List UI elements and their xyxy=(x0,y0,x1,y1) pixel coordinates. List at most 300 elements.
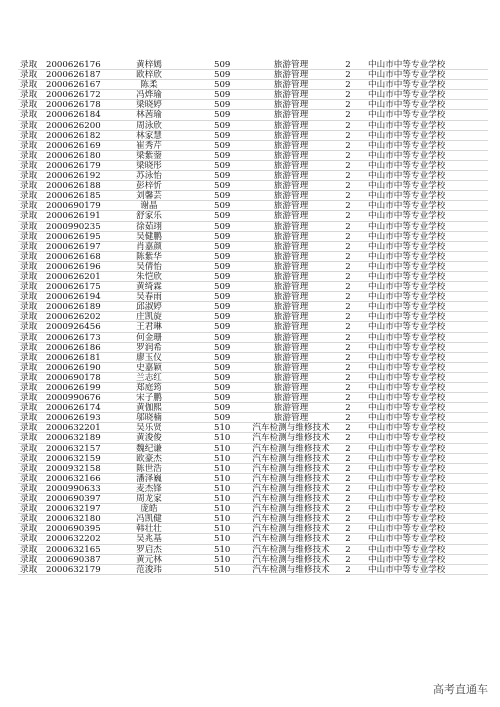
years-cell: 2 xyxy=(345,423,351,434)
status-cell: 录取 xyxy=(20,302,38,313)
table-row xyxy=(18,90,488,100)
code-cell: 509 xyxy=(214,80,231,91)
major-cell: 旅游管理 xyxy=(273,332,309,343)
status-cell: 录取 xyxy=(20,534,38,545)
status-cell: 录取 xyxy=(20,383,38,393)
years-cell: 2 xyxy=(345,90,351,101)
table-row xyxy=(18,312,488,322)
name-cell: 麦杰锋 xyxy=(136,483,162,494)
id-cell: 2000626193 xyxy=(46,413,101,424)
table-row xyxy=(18,484,488,494)
school-cell: 中山市中等专业学校 xyxy=(368,130,446,141)
status-cell: 录取 xyxy=(20,160,38,171)
school-cell: 中山市中等专业学校 xyxy=(368,80,446,91)
major-cell: 旅游管理 xyxy=(273,160,309,171)
years-cell: 2 xyxy=(345,524,351,535)
id-cell: 2000690179 xyxy=(46,201,101,212)
table-row xyxy=(18,282,488,292)
major-cell: 汽车检测与维修技术 xyxy=(252,433,330,444)
id-cell: 2000626189 xyxy=(46,302,101,313)
years-cell: 2 xyxy=(345,110,351,121)
status-cell: 录取 xyxy=(20,171,38,182)
table-row xyxy=(18,262,488,272)
status-cell: 录取 xyxy=(20,483,38,494)
years-cell: 2 xyxy=(345,271,351,282)
table-row xyxy=(18,191,488,201)
major-cell: 旅游管理 xyxy=(273,322,309,333)
code-cell: 510 xyxy=(214,433,231,444)
id-cell: 2000632180 xyxy=(46,514,101,525)
id-cell: 2000626168 xyxy=(46,251,101,262)
id-cell: 2000626173 xyxy=(46,332,101,343)
id-cell: 2000626181 xyxy=(46,352,101,363)
code-cell: 509 xyxy=(214,181,231,192)
name-cell: 魏纪谦 xyxy=(136,443,162,454)
id-cell: 2000690395 xyxy=(46,524,101,535)
status-cell: 录取 xyxy=(20,524,38,535)
code-cell: 509 xyxy=(214,372,231,383)
table-row xyxy=(18,171,488,181)
table-row xyxy=(18,565,488,575)
major-cell: 汽车检测与维修技术 xyxy=(252,423,330,434)
school-cell: 中山市中等专业学校 xyxy=(368,140,446,151)
id-cell: 2000626185 xyxy=(46,191,101,202)
years-cell: 2 xyxy=(345,251,351,262)
years-cell: 2 xyxy=(345,140,351,151)
status-cell: 录取 xyxy=(20,433,38,444)
major-cell: 汽车检测与维修技术 xyxy=(252,463,330,474)
school-cell: 中山市中等专业学校 xyxy=(368,443,446,454)
status-cell: 录取 xyxy=(20,322,38,333)
name-cell: 梁晓婷 xyxy=(136,100,162,111)
school-cell: 中山市中等专业学校 xyxy=(368,292,446,303)
name-cell: 王君琳 xyxy=(136,322,162,333)
id-cell: 2000626184 xyxy=(46,110,101,121)
id-cell: 2000626202 xyxy=(46,312,101,323)
status-cell: 录取 xyxy=(20,110,38,121)
school-cell: 中山市中等专业学校 xyxy=(368,231,446,242)
school-cell: 中山市中等专业学校 xyxy=(368,473,446,484)
table-row xyxy=(18,413,488,423)
major-cell: 旅游管理 xyxy=(273,383,309,393)
years-cell: 2 xyxy=(345,261,351,272)
code-cell: 509 xyxy=(214,120,231,131)
name-cell: 崔秀芹 xyxy=(136,140,162,151)
code-cell: 510 xyxy=(214,443,231,454)
years-cell: 2 xyxy=(345,514,351,525)
code-cell: 509 xyxy=(214,292,231,303)
status-cell: 录取 xyxy=(20,201,38,212)
name-cell: 林家慧 xyxy=(136,130,162,141)
years-cell: 2 xyxy=(345,504,351,515)
code-cell: 509 xyxy=(214,160,231,171)
table-row xyxy=(18,393,488,403)
code-cell: 509 xyxy=(214,110,231,121)
table-row xyxy=(18,141,488,151)
major-cell: 旅游管理 xyxy=(273,90,309,101)
id-cell: 2000632165 xyxy=(46,544,101,555)
school-cell: 中山市中等专业学校 xyxy=(368,383,446,393)
school-cell: 中山市中等专业学校 xyxy=(368,181,446,192)
school-cell: 中山市中等专业学校 xyxy=(368,403,446,414)
table-row xyxy=(18,252,488,262)
name-cell: 吴倩怡 xyxy=(136,261,162,272)
code-cell: 509 xyxy=(214,322,231,333)
table-row xyxy=(18,100,488,110)
code-cell: 509 xyxy=(214,221,231,232)
school-cell: 中山市中等专业学校 xyxy=(368,201,446,212)
code-cell: 509 xyxy=(214,100,231,111)
major-cell: 旅游管理 xyxy=(273,181,309,192)
school-cell: 中山市中等专业学校 xyxy=(368,282,446,293)
code-cell: 509 xyxy=(214,241,231,252)
code-cell: 509 xyxy=(214,352,231,363)
name-cell: 吴春雨 xyxy=(136,292,162,303)
table-row xyxy=(18,232,488,242)
code-cell: 509 xyxy=(214,362,231,373)
major-cell: 旅游管理 xyxy=(273,221,309,232)
id-cell: 2000626182 xyxy=(46,130,101,141)
school-cell: 中山市中等专业学校 xyxy=(368,302,446,313)
major-cell: 旅游管理 xyxy=(273,120,309,131)
status-cell: 录取 xyxy=(20,120,38,131)
school-cell: 中山市中等专业学校 xyxy=(368,241,446,252)
school-cell: 中山市中等专业学校 xyxy=(368,332,446,343)
years-cell: 2 xyxy=(345,312,351,323)
name-cell: 梁紫蓥 xyxy=(136,150,162,161)
table-row xyxy=(18,222,488,232)
code-cell: 510 xyxy=(214,554,231,565)
code-cell: 509 xyxy=(214,383,231,393)
years-cell: 2 xyxy=(345,352,351,363)
status-cell: 录取 xyxy=(20,80,38,91)
major-cell: 汽车检测与维修技术 xyxy=(252,544,330,555)
status-cell: 录取 xyxy=(20,150,38,161)
major-cell: 汽车检测与维修技术 xyxy=(252,514,330,525)
major-cell: 旅游管理 xyxy=(273,140,309,151)
code-cell: 509 xyxy=(214,332,231,343)
years-cell: 2 xyxy=(345,433,351,444)
table-row xyxy=(18,444,488,454)
code-cell: 509 xyxy=(214,90,231,101)
code-cell: 509 xyxy=(214,251,231,262)
table-row xyxy=(18,60,488,70)
school-cell: 中山市中等专业学校 xyxy=(368,372,446,383)
code-cell: 509 xyxy=(214,140,231,151)
years-cell: 2 xyxy=(345,100,351,111)
table-row xyxy=(18,433,488,443)
years-cell: 2 xyxy=(345,241,351,252)
status-cell: 录取 xyxy=(20,352,38,363)
code-cell: 509 xyxy=(214,393,231,404)
id-cell: 2000626201 xyxy=(46,271,101,282)
name-cell: 庞皓 xyxy=(140,504,158,515)
years-cell: 2 xyxy=(345,453,351,464)
years-cell: 2 xyxy=(345,564,351,575)
name-cell: 肖嘉颜 xyxy=(136,241,162,252)
id-cell: 2000626178 xyxy=(46,100,101,111)
school-cell: 中山市中等专业学校 xyxy=(368,221,446,232)
years-cell: 2 xyxy=(345,211,351,222)
code-cell: 509 xyxy=(214,312,231,323)
school-cell: 中山市中等专业学校 xyxy=(368,494,446,505)
school-cell: 中山市中等专业学校 xyxy=(368,564,446,575)
id-cell: 2000632202 xyxy=(46,534,101,545)
table-row xyxy=(18,454,488,464)
school-cell: 中山市中等专业学校 xyxy=(368,463,446,474)
table-row xyxy=(18,423,488,433)
table-row xyxy=(18,121,488,131)
status-cell: 录取 xyxy=(20,463,38,474)
major-cell: 汽车检测与维修技术 xyxy=(252,504,330,515)
id-cell: 2000926456 xyxy=(46,322,101,333)
years-cell: 2 xyxy=(345,463,351,474)
years-cell: 2 xyxy=(345,534,351,545)
major-cell: 旅游管理 xyxy=(273,302,309,313)
major-cell: 旅游管理 xyxy=(273,312,309,323)
major-cell: 旅游管理 xyxy=(273,110,309,121)
years-cell: 2 xyxy=(345,160,351,171)
status-cell: 录取 xyxy=(20,191,38,202)
table-row xyxy=(18,373,488,383)
school-cell: 中山市中等专业学校 xyxy=(368,110,446,121)
name-cell: 宋子鹏 xyxy=(136,393,162,404)
table-row xyxy=(18,161,488,171)
id-cell: 2000626179 xyxy=(46,160,101,171)
table-row xyxy=(18,292,488,302)
major-cell: 旅游管理 xyxy=(273,342,309,353)
name-cell: 庄凯旋 xyxy=(136,312,162,323)
id-cell: 2000632179 xyxy=(46,564,101,575)
major-cell: 汽车检测与维修技术 xyxy=(252,453,330,464)
name-cell: 陈世浩 xyxy=(136,463,162,474)
id-cell: 2000626167 xyxy=(46,80,101,91)
name-cell: 黄浚俊 xyxy=(136,433,162,444)
table-row xyxy=(18,545,488,555)
name-cell: 史嘉颖 xyxy=(136,362,162,373)
code-cell: 509 xyxy=(214,211,231,222)
name-cell: 谢晶 xyxy=(140,201,158,212)
table-row xyxy=(18,272,488,282)
id-cell: 2000990633 xyxy=(46,483,101,494)
name-cell: 罗启杰 xyxy=(136,544,162,555)
table-row xyxy=(18,494,488,504)
name-cell: 冯烨瑜 xyxy=(136,90,162,101)
years-cell: 2 xyxy=(345,443,351,454)
name-cell: 冯凯健 xyxy=(136,514,162,525)
id-cell: 2000626175 xyxy=(46,282,101,293)
status-cell: 录取 xyxy=(20,70,38,81)
id-cell: 2000626192 xyxy=(46,171,101,182)
school-cell: 中山市中等专业学校 xyxy=(368,342,446,353)
status-cell: 录取 xyxy=(20,292,38,303)
school-cell: 中山市中等专业学校 xyxy=(368,312,446,323)
name-cell: 徐茹翊 xyxy=(136,221,162,232)
school-cell: 中山市中等专业学校 xyxy=(368,413,446,424)
status-cell: 录取 xyxy=(20,90,38,101)
major-cell: 旅游管理 xyxy=(273,362,309,373)
name-cell: 陈紫华 xyxy=(136,251,162,262)
table-row xyxy=(18,151,488,161)
major-cell: 旅游管理 xyxy=(273,100,309,111)
status-cell: 录取 xyxy=(20,211,38,222)
name-cell: 欧梓欣 xyxy=(136,70,162,81)
years-cell: 2 xyxy=(345,393,351,404)
years-cell: 2 xyxy=(345,221,351,232)
status-cell: 录取 xyxy=(20,332,38,343)
code-cell: 510 xyxy=(214,534,231,545)
status-cell: 录取 xyxy=(20,393,38,404)
name-cell: 范浚玮 xyxy=(136,564,162,575)
code-cell: 509 xyxy=(214,191,231,202)
table-row xyxy=(18,211,488,221)
watermark: 高考直通车 xyxy=(433,683,488,696)
table-row xyxy=(18,534,488,544)
school-cell: 中山市中等专业学校 xyxy=(368,514,446,525)
school-cell: 中山市中等专业学校 xyxy=(368,524,446,535)
table-row xyxy=(18,343,488,353)
major-cell: 旅游管理 xyxy=(273,80,309,91)
admission-table xyxy=(18,60,488,575)
id-cell: 2000632197 xyxy=(46,504,101,515)
name-cell: 邱淑婷 xyxy=(136,302,162,313)
id-cell: 2000690178 xyxy=(46,372,101,383)
school-cell: 中山市中等专业学校 xyxy=(368,352,446,363)
years-cell: 2 xyxy=(345,372,351,383)
code-cell: 510 xyxy=(214,494,231,505)
id-cell: 2000626197 xyxy=(46,241,101,252)
table-row xyxy=(18,464,488,474)
id-cell: 2000626169 xyxy=(46,140,101,151)
status-cell: 录取 xyxy=(20,312,38,323)
name-cell: 兰志红 xyxy=(136,372,162,383)
school-cell: 中山市中等专业学校 xyxy=(368,261,446,272)
major-cell: 汽车检测与维修技术 xyxy=(252,524,330,535)
major-cell: 旅游管理 xyxy=(273,292,309,303)
years-cell: 2 xyxy=(345,554,351,565)
school-cell: 中山市中等专业学校 xyxy=(368,160,446,171)
status-cell: 录取 xyxy=(20,221,38,232)
table-row xyxy=(18,131,488,141)
name-cell: 黄绮霖 xyxy=(136,282,162,293)
name-cell: 周龙家 xyxy=(136,494,162,505)
status-cell: 录取 xyxy=(20,473,38,484)
status-cell: 录取 xyxy=(20,443,38,454)
name-cell: 吴兆基 xyxy=(136,534,162,545)
table-row xyxy=(18,181,488,191)
table-row xyxy=(18,322,488,332)
code-cell: 509 xyxy=(214,302,231,313)
id-cell: 2000932158 xyxy=(46,463,101,474)
school-cell: 中山市中等专业学校 xyxy=(368,504,446,515)
major-cell: 旅游管理 xyxy=(273,191,309,202)
school-cell: 中山市中等专业学校 xyxy=(368,70,446,81)
years-cell: 2 xyxy=(345,201,351,212)
id-cell: 2000626176 xyxy=(46,60,101,70)
status-cell: 录取 xyxy=(20,514,38,525)
code-cell: 509 xyxy=(214,282,231,293)
status-cell: 录取 xyxy=(20,342,38,353)
years-cell: 2 xyxy=(345,362,351,373)
school-cell: 中山市中等专业学校 xyxy=(368,120,446,131)
code-cell: 510 xyxy=(214,504,231,515)
name-cell: 林茜瑜 xyxy=(136,110,162,121)
major-cell: 汽车检测与维修技术 xyxy=(252,483,330,494)
school-cell: 中山市中等专业学校 xyxy=(368,90,446,101)
school-cell: 中山市中等专业学校 xyxy=(368,150,446,161)
name-cell: 邬晓楠 xyxy=(136,413,162,424)
years-cell: 2 xyxy=(345,60,351,70)
years-cell: 2 xyxy=(345,231,351,242)
years-cell: 2 xyxy=(345,494,351,505)
id-cell: 2000626200 xyxy=(46,120,101,131)
major-cell: 旅游管理 xyxy=(273,251,309,262)
years-cell: 2 xyxy=(345,70,351,81)
school-cell: 中山市中等专业学校 xyxy=(368,433,446,444)
name-cell: 周泳欣 xyxy=(136,120,162,131)
status-cell: 录取 xyxy=(20,181,38,192)
major-cell: 旅游管理 xyxy=(273,211,309,222)
school-cell: 中山市中等专业学校 xyxy=(368,191,446,202)
years-cell: 2 xyxy=(345,171,351,182)
table-row xyxy=(18,524,488,534)
code-cell: 509 xyxy=(214,171,231,182)
status-cell: 录取 xyxy=(20,282,38,293)
code-cell: 509 xyxy=(214,130,231,141)
major-cell: 旅游管理 xyxy=(273,261,309,272)
major-cell: 旅游管理 xyxy=(273,241,309,252)
name-cell: 吴健鹏 xyxy=(136,231,162,242)
code-cell: 510 xyxy=(214,524,231,535)
status-cell: 录取 xyxy=(20,271,38,282)
id-cell: 2000690387 xyxy=(46,554,101,565)
school-cell: 中山市中等专业学校 xyxy=(368,483,446,494)
name-cell: 欧豪杰 xyxy=(136,453,162,464)
table-row xyxy=(18,403,488,413)
status-cell: 录取 xyxy=(20,60,38,70)
code-cell: 509 xyxy=(214,413,231,424)
years-cell: 2 xyxy=(345,403,351,414)
id-cell: 2000626190 xyxy=(46,362,101,373)
name-cell: 何金珊 xyxy=(136,332,162,343)
id-cell: 2000626174 xyxy=(46,403,101,414)
id-cell: 2000626180 xyxy=(46,150,101,161)
years-cell: 2 xyxy=(345,80,351,91)
name-cell: 苏泳怡 xyxy=(136,171,162,182)
name-cell: 黄伽熙 xyxy=(136,403,162,414)
table-row xyxy=(18,302,488,312)
status-cell: 录取 xyxy=(20,494,38,505)
code-cell: 509 xyxy=(214,70,231,81)
name-cell: 刘馨芸 xyxy=(136,191,162,202)
major-cell: 旅游管理 xyxy=(273,171,309,182)
name-cell: 朱恺欣 xyxy=(136,271,162,282)
table-row xyxy=(18,110,488,120)
school-cell: 中山市中等专业学校 xyxy=(368,393,446,404)
school-cell: 中山市中等专业学校 xyxy=(368,362,446,373)
major-cell: 旅游管理 xyxy=(273,372,309,383)
name-cell: 廖玉仪 xyxy=(136,352,162,363)
id-cell: 2000690397 xyxy=(46,494,101,505)
status-cell: 录取 xyxy=(20,241,38,252)
code-cell: 510 xyxy=(214,544,231,555)
id-cell: 2000626172 xyxy=(46,90,101,101)
code-cell: 509 xyxy=(214,201,231,212)
status-cell: 录取 xyxy=(20,423,38,434)
major-cell: 汽车检测与维修技术 xyxy=(252,494,330,505)
years-cell: 2 xyxy=(345,282,351,293)
school-cell: 中山市中等专业学校 xyxy=(368,423,446,434)
